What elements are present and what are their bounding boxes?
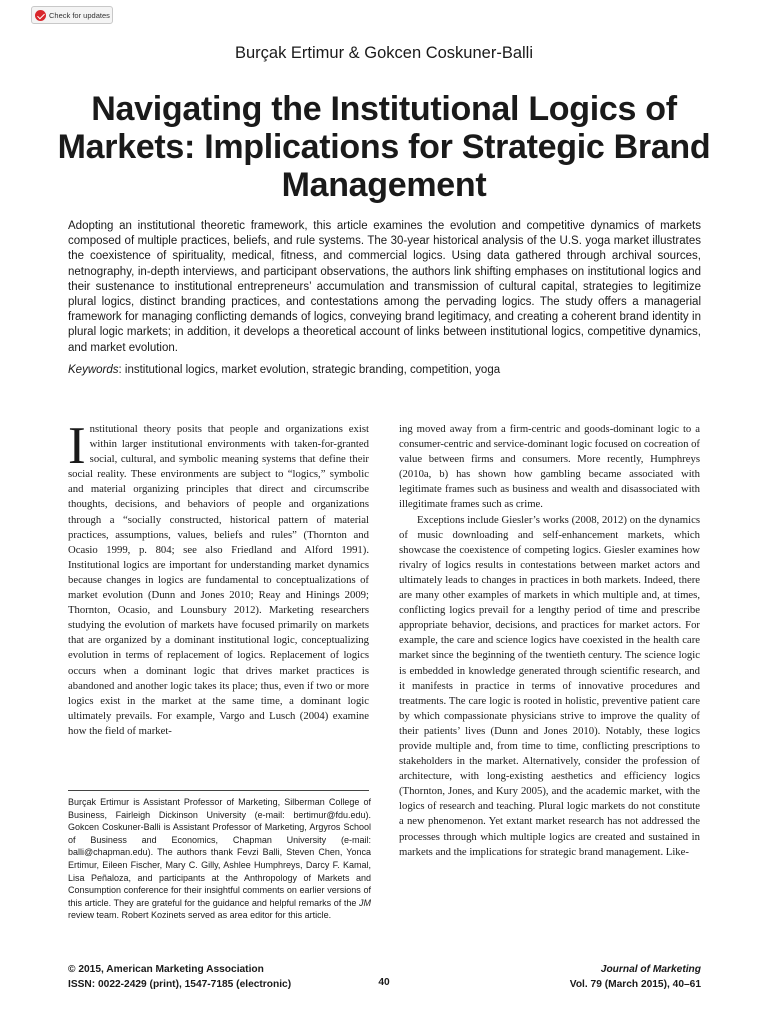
keywords-label: Keywords [68,364,119,376]
author-line: Burçak Ertimur & Gokcen Coskuner-Balli [234,44,533,62]
body-paragraph-1 [68,422,369,739]
footer-issn: ISSN: 0022-2429 (print), 1547-7185 (electronic) [68,979,292,990]
footnote-divider [68,790,369,791]
drop-cap: I [68,422,86,475]
check-for-updates-badge[interactable] [31,6,113,24]
keywords-text: : institutional logics, market evolution, strategic branding, competition, yoga [118,364,501,376]
body-column-left [68,422,369,772]
footer-journal-name: Journal of Marketing [600,964,701,975]
check-badge-icon [35,10,46,21]
body-paragraph-2: Exceptions include Giesler’s works (2008, 2012) on the dynamics of music downloading and self-enhancement markets, which showcase the coexistence of competing logics. Giesler examines how rivalry of logics results in contestations between market actors and ultimately leads to changes in practices in both markets. Indeed, there are many other examples of markets in which multiple and, at times, conflicting logics prevail for a lengthy period of time and prescribe appropriate behavior, decisions, and practices for market actors. For example, the care and science logics have coexisted in the health care market since the beginning of the twentieth century. The science logic is embedded in knowledge generated through scientific research, and it manifests in practice in terms of innovative procedures and treatments. The care logic is rooted in holistic, preventive patient care by which compassionate physicians strive to improve the quality of their patients’ lives (Dunn and Jones 2010). Notably, these logics provide multiple and, from time to time, conflicting prescriptions to stakeholders in the market. Alternatively, consider the profession of architecture, with long-existing aesthetics and efficiency logics (Thornton, Jones, and Kury 2005), and the academic market, with the logics of research and teaching. Plural logic markets do not constitute a new phenomenon. Yet extant market research has not addressed the processes through which multiple logics are created and sustained in markets and the implications for strategic brand management. Like- [399,513,700,858]
keywords [68,363,701,378]
footer-left [68,962,291,992]
footnote-text-start: Burçak Ertimur is Assistant Professor of Marketing, Silberman College of Business, Fairleigh Dickinson University (e-mail: bertimur@fdu.edu). Gokcen Coskuner-Balli is Assistant Professor of Marketing, Argyros School of Business and Economics, Chapman University (e-mail: balli@chapman.edu). The authors thank Fevzi Balli, Steven Chen, Yonca Ertimur, Eileen Fischer, Mary C. Gilly, Ashlee Humphreys, Darcy F. Kamal, Lisa Peñaloza, and participants at the Anthropology of Markets and Consumption conference for their insightful comments on earlier versions of this article. They are grateful for the guidance and helpful remarks of the [68,797,371,908]
footnote-text-end: review team. Robert Kozinets served as area editor for this article. [68,910,332,921]
footer-right [570,962,701,992]
body-column-right [399,422,700,938]
author-footnote [68,796,371,922]
page-number: 40 [378,977,390,988]
article-title: Navigating the Institutional Logics of Markets: Implications for Strategic Brand Management [57,90,711,204]
check-for-updates-label: Check for updates [49,10,110,20]
body-paragraph-1-text: nstitutional theory posits that people and organizations exist within larger institutional environments with taken-for-granted social, cultural, and symbolic meaning systems that define their social reality. These environments are subject to “logics,” symbolic and material organizing principles that direct and circumscribe thoughts, decisions, and behaviors of people and organizations through a “socially constructed, historical pattern of material practices, assumptions, values, beliefs and rules” (Thornton and Ocasio 1999, p. 804; see also Friedland and Alford 1991). Institutional logics are important for understanding market dynamics because changes in logics are fundamental to conceptualizations of market evolution (Dunn and Jones 2010; Reay and Hinings 2009; Thornton, Ocasio, and Lounsbury 2012). Marketing researchers studying the evolution of markets have focused primarily on markets that are organized by a dominant institutional logic, conceptualizing evolution in terms of replacement of logics. Replacement of logics occurs when a dominant logic that drives market practices is abandoned and another logic takes its place; thus, even if two or more logics exist in the market at the same time, a dominant logic ultimately prevails. For example, Vargo and Lusch (2004) examine how the field of market- [68,423,369,737]
footnote-journal-abbr: JM [359,897,371,908]
footer-copyright: © 2015, American Marketing Association [68,964,264,975]
abstract: Adopting an institutional theoretic framework, this article examines the evolution and competitive dynamics of markets composed of multiple practices, beliefs, and rule systems. The 30-year historical analysis of the U.S. yoga market illustrates the coexistence of spirituality, medical, fitness, and commercial logics. Using data gathered through archival sources, netnography, in-depth interviews, and participant observations, the authors link shifting emphases on institutional logics and their sustenance to institutional entrepreneurs’ accumulation and transmission of cultural capital, strategies to legitimize plural logics, distinct branding practices, and contestations among the pervading logics. The study offers a managerial framework for managing conflicting demands of logics, conveying brand legitimacy, and creating a coherent brand identity in plural logic markets; in addition, it develops a theoretical account of links between institutional logics, competitive dynamics, and market evolution. [68,220,701,354]
footer-volume: Vol. 79 (March 2015), 40–61 [569,979,701,990]
body-paragraph-1-continued: ing moved away from a firm-centric and goods-dominant logic to a consumer-centric and service-dominant logic focused on cocreation of value between firms and consumers. More recently, Humphreys (2010a, b) has shown how gambling became associated with legitimate frames such as business and wealth and disassociated with illegitimate frames such as crime. [399,423,700,511]
